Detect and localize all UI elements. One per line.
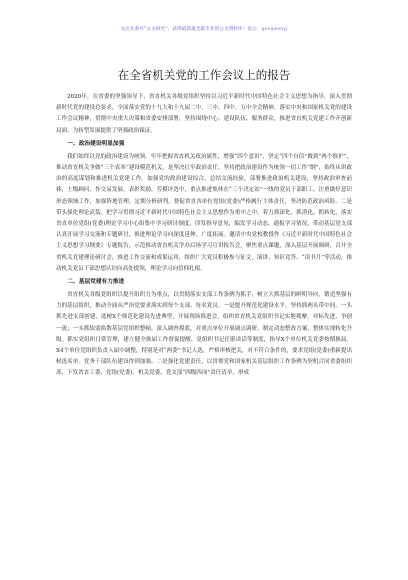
section-heading-grassroots: 二、基层党建有力推进 — [67, 279, 125, 286]
section-paragraph-political: 我们始终以党的政治建设为统领，牢牢把握省直机关政治属性，增强“四个意识”、坚定“四个自信”做到“两个维护”，推动省直机关争做“三个表率”建设模范机关，是坚决扛牢政治责任。坚持把政治建设作为统领一切工作“纲”，始终从讲政治的高度谋划和推进机关党建工作。加强党的政治建设综合，总结交流经验，部署推进政治机关建设，坚持政治审查前移，上级顾问、作交易发展、表彰奖励、劳模评选中，重点推进集体在“三个决定站”一线的党员干部职工，注重做好意识形态领域工作，加强阵地管理，定期分析研判，督促省直各单位党组(党委)严格履行主体责任，坚决防范政治风险。二是带头强化理论武装。把学习贯彻习近平新时代中国特色社会主义思想作为重中之中，着力抓深化、抓消化、抓转化，落实省直单位党组(党委)理论学习中心组集中学习研讨制度，印发指导意见，编发学习动态，通报学习情况，带动基层党支部认真开展学习交流和专题研讨，推进理论学习向深度延伸，广度拓展。邀请中央党校教授作《习近平新时代中国特色社会主义思想学习纲要》专题报告，示范推动省直机关学办后场学习宣讲报告会，聚焦重点课题，深入基层开展调研，召开全省机关党建理论研讨会，推进工作交流和成果运用，组织广大党员积极参与征文、演讲、知识竞答、“读书月”等活动，推动机关党员干部思想认识向高处提领，理论学习向信仰扎根。 — [56, 153, 352, 272]
banner-text: 关注头条号“公文研究”，获得最新最全最专业的公文资料库！ — [120, 27, 248, 32]
document-title: 在全省机关党的工作会议上的报告 — [117, 68, 291, 82]
section-paragraph-grassroots: 省直机关各级党组织以提升组织力为重点，以贯彻落实支部工作条例为抓手，树立大抓基层的鲜明导向，锻造坚强有力的基层组织，推动全面从严治党要求落实到每个支部、每名党员。一是提升规范化建设水平，坚持抓两头带中间，一头抓先进支部创建，选树Ⅹ个规范化建设先进典型，开展现场推进会，组织省直机关党组织书记实地观摩，对标先进，争创一流；一头抓软弱涣散基层党组织整顿，深入调查摸底，对重点单位开展调点调研，制定动态整改方案，整体实现转化升级。抓实党组织日常管理，建立健全换届工作督促提醒、党组织书记任职谈话等制度，指导Ⅹ个单位机关党委按期换届、Ⅹ4个单位党组织负责人届中调整，特别是对“两委”书记人选，严格审核把关，对不符合条件的，要求党组(党委)重新提出候选名单。党务干部队伍建设得到加强。二是强化党建责任，以贯彻党和国家机关基层组织工作条例为契机合同省委组织部，下发省直工委、党组(党委)、机关党委、党支部“四级四岗”责任清单，形成 — [56, 292, 352, 377]
banner-contact-value: gongwenyj — [261, 27, 288, 32]
document-body — [56, 92, 352, 380]
header-banner — [56, 26, 352, 32]
banner-contact-label: 微信： — [247, 27, 262, 32]
intro-paragraph: 2020年，在省委的坚强领导下，省直机关各级党组织坚持以习近平新时代中国特色社会主义思想为指导，深入贯彻新时代党的建设总要求，全面落实党的十九大和十九届二中、三中、四中、五中全会精神，落实中央和国家机关党的建设工作会议精神，贯彻中央重大决策和省委安排部署，坚持围绕中心、建设队伍、服务群众，推进省直机关党建工作开创新局面，为转型发展提供了坚强政治保证。 — [56, 94, 352, 134]
section-heading-political: 一、政治建设明显加强 — [67, 140, 125, 147]
